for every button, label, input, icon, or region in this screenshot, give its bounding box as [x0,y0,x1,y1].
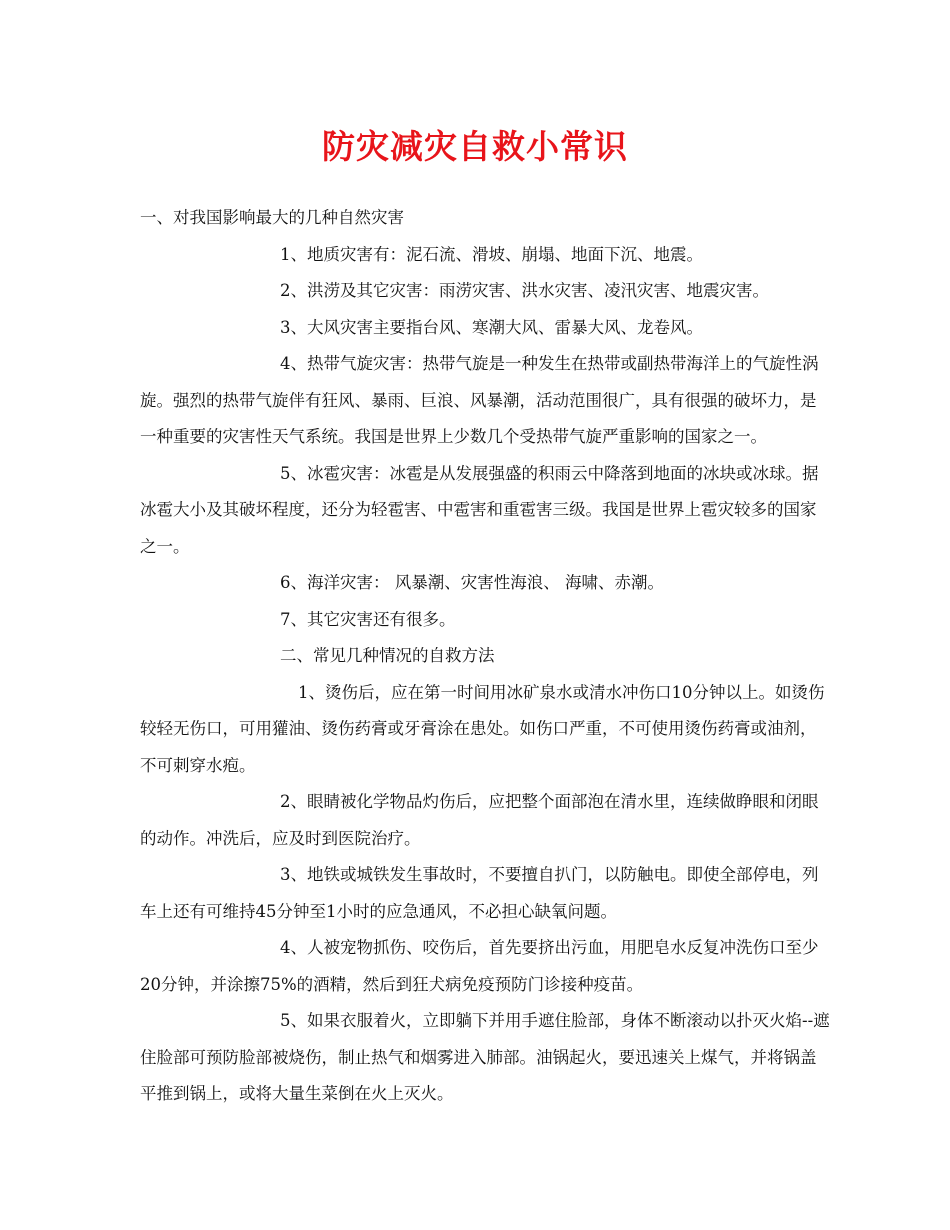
section-1-item-2: 2、洪涝及其它灾害：雨涝灾害、洪水灾害、凌汛灾害、地震灾害。 [280,281,769,300]
section-1-item-6: 6、海洋灾害： 风暴潮、灾害性海浪、 海啸、赤潮。 [280,573,664,592]
section-2-item-3: 3、地铁或城铁发生事故时，不要擅自扒门，以防触电。即使全部停电，列车上还有可维持45分钟至1小时的应急通风，不必担心缺氧问题。 [140,865,819,921]
section-1-item-3: 3、大风灾害主要指台风、寒潮大风、雷暴大风、龙卷风。 [280,317,703,337]
section-1-item-7: 7、其它灾害还有很多。 [280,609,456,629]
section-1-item-1: 1、地质灾害有：泥石流、滑坡、崩塌、地面下沉、地震。 [280,244,703,264]
document-body [140,200,830,1113]
document-title: 防灾减灾自救小常识 [322,127,628,166]
section-2-item-4: 4、人被宠物抓伤、咬伤后，首先要挤出污血，用肥皂水反复冲洗伤口至少20分钟，并涂擦75%的酒精，然后到狂犬病免疫预防门诊接种疫苗。 [140,938,819,994]
section-1-heading: 一、对我国影响最大的几种自然灾害 [140,208,404,227]
section-2-heading: 二、常见几种情况的自救方法 [280,646,495,665]
section-1-item-4: 4、热带气旋灾害：热带气旋是一种发生在热带或副热带海洋上的气旋性涡旋。强烈的热带气旋伴有狂风、暴雨、巨浪、风暴潮，活动范围很广，具有很强的破坏力，是一种重要的灾害性天气系统。我国是世界上少数几个受热带气旋严重影响的国家之一。 [140,354,819,446]
section-1-item-5: 5、冰雹灾害：冰雹是从发展强盛的积雨云中降落到地面的冰块或冰球。据冰雹大小及其破坏程度，还分为轻雹害、中雹害和重雹害三级。我国是世界上雹灾较多的国家之一。 [140,463,819,556]
section-2-item-5: 5、如果衣服着火，立即躺下并用手遮住脸部，身体不断滚动以扑灭火焰--遮住脸部可预防脸部被烧伤，制止热气和烟雾进入肺部。油锅起火，要迅速关上煤气，并将锅盖平推到锅上，或将大量生菜倒在火上灭火。 [140,1011,830,1103]
section-2-item-1: 1、烫伤后，应在第一时间用冰矿泉水或清水冲伤口10分钟以上。如烫伤较轻无伤口，可用獾油、烫伤药膏或牙膏涂在患处。如伤口严重，不可使用烫伤药膏或油剂，不可刺穿水疱。 [140,682,825,775]
section-2-item-2: 2、眼睛被化学物品灼伤后，应把整个面部泡在清水里，连续做睁眼和闭眼的动作。冲洗后，应及时到医院治疗。 [140,792,819,848]
